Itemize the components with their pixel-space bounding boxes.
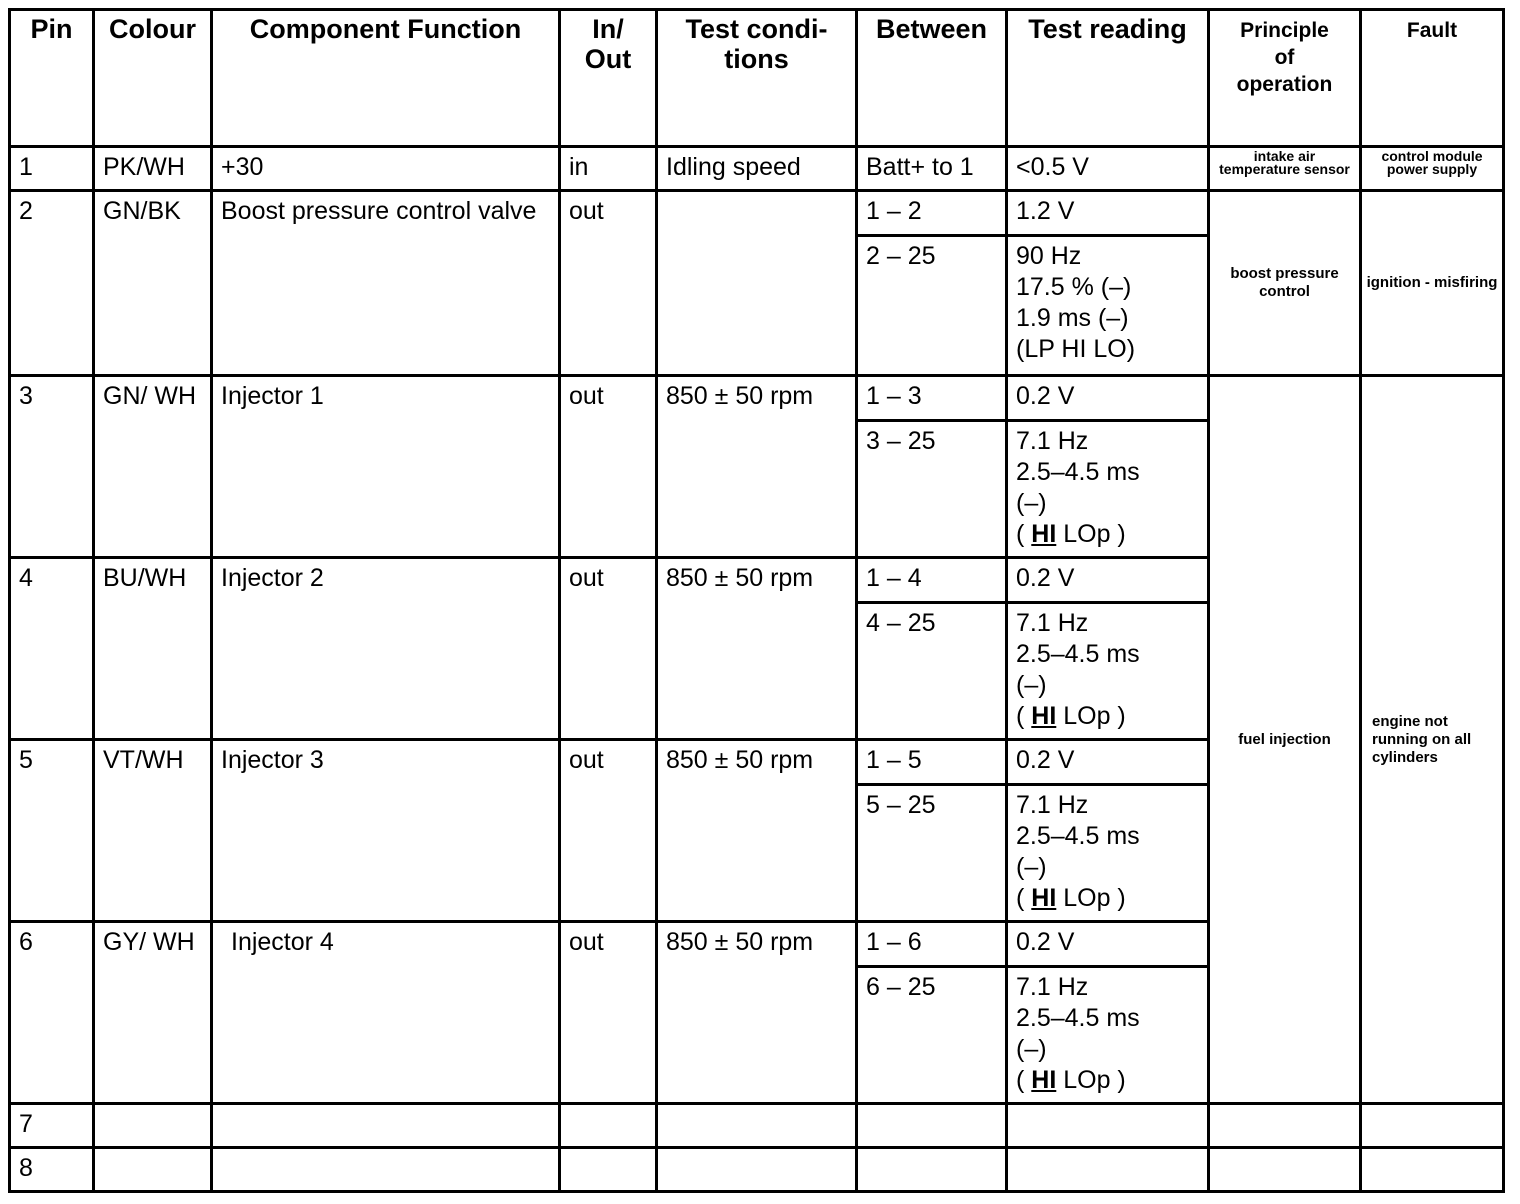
reading-line: 7.1 Hz — [1016, 973, 1089, 1001]
between-cell: 1 – 6 — [857, 922, 1007, 967]
pin-cell: 7 — [10, 1104, 94, 1148]
colour-cell: GN/ WH — [94, 376, 212, 558]
header-pin: Pin — [10, 10, 94, 147]
reading-cell: 1.2 V — [1007, 191, 1209, 236]
pin-cell: 3 — [10, 376, 94, 558]
mode-hi: HI — [1031, 702, 1057, 730]
mode-rest: LOp ) — [1056, 702, 1126, 730]
conditions-cell: 850 ± 50 rpm — [657, 558, 857, 740]
colour-cell: GY/ WH — [94, 922, 212, 1104]
reading-line: (–) — [1016, 1035, 1047, 1063]
between-cell: 3 – 25 — [857, 421, 1007, 558]
conditions-cell: 850 ± 50 rpm — [657, 376, 857, 558]
pin-cell: 4 — [10, 558, 94, 740]
principle-cell — [1209, 1104, 1361, 1148]
pin-cell: 8 — [10, 1148, 94, 1192]
table-row — [10, 191, 1504, 236]
reading-cell: 0.2 V — [1007, 558, 1209, 603]
reading-line: 90 Hz — [1016, 242, 1082, 270]
between-cell: 1 – 3 — [857, 376, 1007, 421]
function-cell: Injector 1 — [212, 376, 560, 558]
inout-cell: in — [560, 147, 657, 191]
inout-cell: out — [560, 376, 657, 558]
principle-cell: boost pressure control — [1209, 191, 1361, 376]
mode-open: ( — [1016, 1066, 1032, 1094]
pin-cell: 6 — [10, 922, 94, 1104]
function-cell — [212, 1148, 560, 1192]
reading-mode — [1016, 701, 1199, 732]
mode-rest: LOp ) — [1056, 884, 1126, 912]
reading-cell: 0.2 V — [1007, 740, 1209, 785]
reading-line: 2.5–4.5 ms — [1016, 822, 1140, 850]
between-cell: 2 – 25 — [857, 236, 1007, 376]
between-cell: 1 – 2 — [857, 191, 1007, 236]
conditions-cell: Idling speed — [657, 147, 857, 191]
pin-cell: 5 — [10, 740, 94, 922]
function-cell: Injector 3 — [212, 740, 560, 922]
conditions-cell: 850 ± 50 rpm — [657, 922, 857, 1104]
reading-line: 2.5–4.5 ms — [1016, 458, 1140, 486]
between-cell: 4 – 25 — [857, 603, 1007, 740]
table-row — [10, 1148, 1504, 1192]
colour-cell: PK/WH — [94, 147, 212, 191]
reading-cell — [1007, 603, 1209, 740]
between-cell: 5 – 25 — [857, 785, 1007, 922]
reading-cell: 0.2 V — [1007, 922, 1209, 967]
reading-line: 17.5 % (–) — [1016, 273, 1132, 301]
table-row — [10, 147, 1504, 191]
function-cell — [212, 1104, 560, 1148]
mode-hi: HI — [1031, 1066, 1057, 1094]
function-cell: +30 — [212, 147, 560, 191]
header-between: Between — [857, 10, 1007, 147]
function-cell: Boost pressure control valve — [212, 191, 560, 376]
between-cell — [857, 1148, 1007, 1192]
mode-open: ( — [1016, 520, 1032, 548]
conditions-cell — [657, 1104, 857, 1148]
header-fault: Fault — [1361, 10, 1504, 147]
conditions-cell: 850 ± 50 rpm — [657, 740, 857, 922]
pin-cell: 1 — [10, 147, 94, 191]
mode-rest: LOp ) — [1056, 520, 1126, 548]
principle-cell: intake air temperature sensor — [1209, 147, 1361, 191]
reading-mode — [1016, 1065, 1199, 1096]
principle-cell — [1209, 1148, 1361, 1192]
header-reading: Test reading — [1007, 10, 1209, 147]
mode-hi: HI — [1031, 520, 1057, 548]
colour-cell — [94, 1148, 212, 1192]
inout-cell: out — [560, 922, 657, 1104]
reading-cell — [1007, 1104, 1209, 1148]
conditions-cell — [657, 191, 857, 376]
reading-line: 2.5–4.5 ms — [1016, 1004, 1140, 1032]
fault-cell: ignition - misfiring — [1361, 191, 1504, 376]
reading-line: 2.5–4.5 ms — [1016, 640, 1140, 668]
reading-cell: 0.2 V — [1007, 376, 1209, 421]
colour-cell — [94, 1104, 212, 1148]
fault-cell — [1361, 1148, 1504, 1192]
inout-cell — [560, 1104, 657, 1148]
reading-line: (LP HI LO) — [1016, 335, 1136, 363]
between-cell: Batt+ to 1 — [857, 147, 1007, 191]
header-inout: In/ Out — [560, 10, 657, 147]
between-cell: 6 – 25 — [857, 967, 1007, 1104]
reading-cell — [1007, 236, 1209, 376]
colour-cell: VT/WH — [94, 740, 212, 922]
inout-cell: out — [560, 191, 657, 376]
reading-line: 7.1 Hz — [1016, 791, 1089, 819]
between-cell: 1 – 5 — [857, 740, 1007, 785]
table-row — [10, 1104, 1504, 1148]
header-colour: Colour — [94, 10, 212, 147]
reading-cell — [1007, 785, 1209, 922]
reading-line: 1.9 ms (–) — [1016, 304, 1129, 332]
reading-mode — [1016, 883, 1199, 914]
inout-cell — [560, 1148, 657, 1192]
reading-line: (–) — [1016, 489, 1047, 517]
mode-hi: HI — [1031, 884, 1057, 912]
pin-test-table — [8, 8, 1505, 1193]
reading-cell — [1007, 421, 1209, 558]
header-function: Component Function — [212, 10, 560, 147]
between-cell — [857, 1104, 1007, 1148]
reading-cell: <0.5 V — [1007, 147, 1209, 191]
mode-open: ( — [1016, 702, 1032, 730]
conditions-cell — [657, 1148, 857, 1192]
reading-cell — [1007, 967, 1209, 1104]
function-cell: Injector 4 — [212, 922, 560, 1104]
fault-cell — [1361, 376, 1504, 1104]
mode-open: ( — [1016, 884, 1032, 912]
between-cell: 1 – 4 — [857, 558, 1007, 603]
fault-cell: control module power supply — [1361, 147, 1504, 191]
pin-cell: 2 — [10, 191, 94, 376]
reading-line: 7.1 Hz — [1016, 609, 1089, 637]
function-cell: Injector 2 — [212, 558, 560, 740]
reading-cell — [1007, 1148, 1209, 1192]
reading-line: 7.1 Hz — [1016, 427, 1089, 455]
fault-text: engine not running on all cylinders — [1372, 712, 1472, 766]
principle-cell: fuel injection — [1209, 376, 1361, 1104]
colour-cell: GN/BK — [94, 191, 212, 376]
colour-cell: BU/WH — [94, 558, 212, 740]
reading-mode — [1016, 519, 1199, 550]
reading-line: (–) — [1016, 671, 1047, 699]
header-conditions: Test condi- tions — [657, 10, 857, 147]
mode-rest: LOp ) — [1056, 1066, 1126, 1094]
reading-line: (–) — [1016, 853, 1047, 881]
fault-cell — [1361, 1104, 1504, 1148]
inout-cell: out — [560, 740, 657, 922]
header-principle: Principle of operation — [1209, 10, 1361, 147]
inout-cell: out — [560, 558, 657, 740]
table-row — [10, 376, 1504, 421]
